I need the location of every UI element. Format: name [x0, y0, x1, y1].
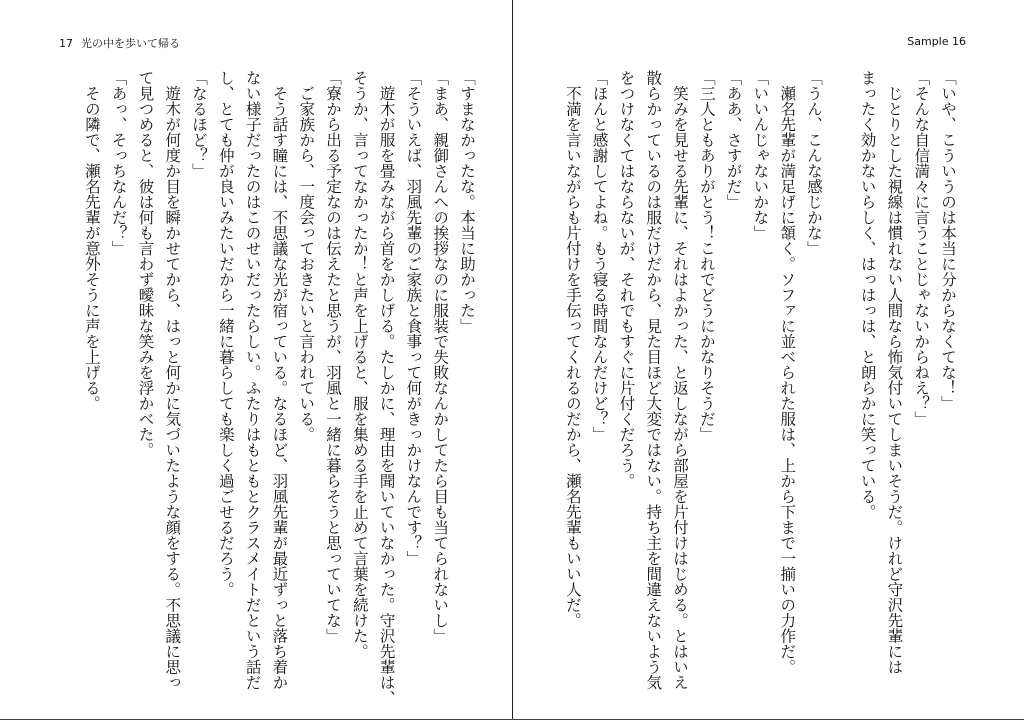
text-line: し、とても仲が良いみたいだから一緒に暮らしても楽しく過ごせるだろう。	[216, 70, 235, 597]
text-line: ご家族から、一度会っておきたいと言われている。	[297, 70, 316, 442]
text-line: をつけなくてはならないが、それでもすぐに片付くだろう。	[617, 70, 636, 489]
text-line: 「寮から出る予定なのは伝えたと思うが、羽風と一緒に暮らそうと思っていてな」	[324, 70, 343, 644]
page-number: 17	[59, 37, 73, 50]
text-line: 「そういえば、羽風先輩のご家族と食事って何がきっかけなんです？」	[404, 70, 423, 566]
text-line: 遊木が服を畳みながら首をかしげる。たしかに、理由を聞いていなかった。守沢先輩は、	[377, 70, 396, 706]
running-title: 光の中を歩いて帰る	[81, 37, 180, 50]
text-line: 不満を言いながらも片付けを手伝ってくれるのだから、瀬名先輩もいい人だ。	[563, 70, 582, 628]
text-line: 「三人ともありがとう！これでどうにかなりそうだ」	[697, 70, 716, 442]
text-line: 「そんな自信満々に言うことじゃないからねえ？」	[912, 70, 931, 427]
right-page-header	[907, 35, 966, 48]
text-line: 「ほんと感謝してよね。もう寝る時間なんだけど？」	[590, 70, 609, 442]
text-line: まったく効かないらしく、はっはっは、と朗らかに笑っている。	[858, 70, 877, 520]
text-line: て見つめると、彼は何も言わず曖昧な笑みを浮かべた。	[136, 70, 155, 458]
text-line: 瀬名先輩が満足げに頷く。ソファに並べられた服は、上から下まで一揃いの力作だ。	[778, 70, 797, 675]
text-line: 「いや、こういうのは本当に分からなくてな！」	[939, 70, 957, 411]
running-title: Sample 16	[907, 35, 966, 48]
text-line: 「ああ、さすがだ」	[724, 70, 743, 210]
text-line: そう話す瞳には、不思議な光が宿っている。なるほど、羽風先輩が最近ずっと落ち着か	[270, 70, 289, 690]
text-line: 笑みを見せる先輩に、それはよかった、と返しながら部屋を片付けはじめる。とはいえ	[671, 70, 690, 690]
text-line: 「いいんじゃないかな」	[751, 70, 770, 241]
text-line: その隣で、瀬名先輩が意外そうに声を上げる。	[82, 70, 101, 411]
text-line: 散らかっているのは服だけだから、見た目ほど大変ではない。持ち主を間違えないよう気	[644, 70, 663, 690]
text-line: そうか、言ってなかったか！と声を上げると、服を集める手を止めて言葉を続けた。	[350, 70, 369, 659]
left-page-header	[59, 35, 180, 51]
text-line: 「すまなかったな。本当に助かった」	[458, 70, 476, 334]
text-line: 「うん、こんな感じかな」	[805, 70, 824, 256]
blank-line	[827, 70, 854, 670]
text-line: 「なるほど？」	[190, 70, 209, 179]
right-page	[513, 0, 1024, 720]
right-page-body	[563, 70, 961, 690]
text-line: 「まあ、親御さんへの挨拶なのに服装で失敗なんかしてたら目も当てられないし」	[431, 70, 450, 644]
left-page-body	[82, 70, 480, 706]
text-line: ない様子だったのはこのせいだったらしい。ふたりはもともとクラスメイトだという話だ	[243, 70, 262, 690]
text-line: じとりとした視線は慣れない人間なら怖気付いてしまいそうだ。けれど守沢先輩には	[885, 70, 904, 675]
text-line: 遊木が何度か目を瞬かせてから、はっと何かに気づいたような顔をする。不思議に思っ	[163, 70, 182, 690]
text-line: 「あっ、そっちなんだ？」	[109, 70, 128, 256]
